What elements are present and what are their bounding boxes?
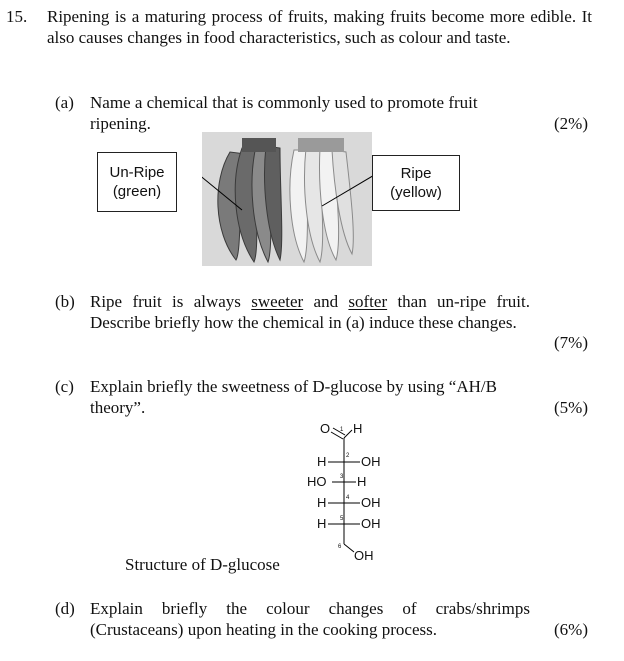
unripe-label: [97, 152, 177, 212]
part-d-marks: (6%): [554, 620, 588, 639]
glucose-c4: 4: [346, 495, 350, 501]
part-b-text-mid: and: [303, 292, 349, 311]
glucose-c3: 3: [340, 474, 344, 480]
question-intro: Ripening is a maturing process of fruits, making fruits become more edible. It also causes changes in food characteristics, such as colour and taste.: [47, 7, 592, 47]
glucose-bottom-oh: OH: [354, 548, 374, 563]
glucose-c6: 6: [338, 544, 342, 550]
part-b-text-pre: Ripe fruit is always: [90, 292, 252, 311]
ripe-label-line2: (yellow): [390, 184, 442, 201]
glucose-row5-left: H: [317, 516, 327, 531]
glucose-row3-right: H: [357, 474, 367, 489]
glucose-top-h: H: [353, 421, 363, 436]
glucose-row3-left: HO: [307, 474, 327, 489]
glucose-c5: 5: [340, 516, 344, 522]
part-c-marks: (5%): [554, 398, 588, 417]
part-b-label: (b): [55, 292, 75, 311]
glucose-row4-left: H: [317, 495, 327, 510]
glucose-c1: 1: [340, 427, 344, 433]
underline-softer: softer: [348, 292, 388, 311]
unripe-label-line1: Un-Ripe: [109, 164, 165, 181]
structure-caption: Structure of D-glucose: [125, 555, 280, 574]
glucose-row5-right: OH: [361, 516, 381, 531]
question-number: 15.: [6, 7, 28, 26]
glucose-top-o: O: [320, 421, 331, 436]
part-d-text: Explain briefly the colour changes of crabs/shrimps (Crustaceans) upon heating in the cooking process.: [90, 599, 530, 639]
ripe-label-line1: Ripe: [400, 165, 432, 182]
part-c-text: Explain briefly the sweetness of D-glucose by using “AH/B theory”.: [90, 377, 497, 417]
part-b-text-post: than un-ripe fruit. Describe briefly how the chemical in (a) induce these changes.: [90, 292, 531, 332]
part-b-text: [90, 291, 530, 333]
part-b-marks: (7%): [554, 333, 588, 352]
glucose-row2-left: H: [317, 454, 327, 469]
glucose-row4-right: OH: [361, 495, 381, 510]
part-a-label: (a): [55, 93, 74, 112]
banana-image: [202, 132, 372, 266]
ripe-label: [372, 155, 460, 211]
glucose-structure: [290, 418, 410, 568]
glucose-c2: 2: [346, 453, 350, 459]
glucose-row2-right: OH: [361, 454, 381, 469]
part-a-text: Name a chemical that is commonly used to promote fruit ripening.: [90, 93, 478, 133]
unripe-label-line2: (green): [112, 183, 162, 200]
underline-sweeter: sweeter: [251, 292, 304, 311]
part-a-marks: (2%): [554, 114, 588, 133]
part-d-label: (d): [55, 599, 75, 618]
part-c-label: (c): [55, 377, 74, 396]
